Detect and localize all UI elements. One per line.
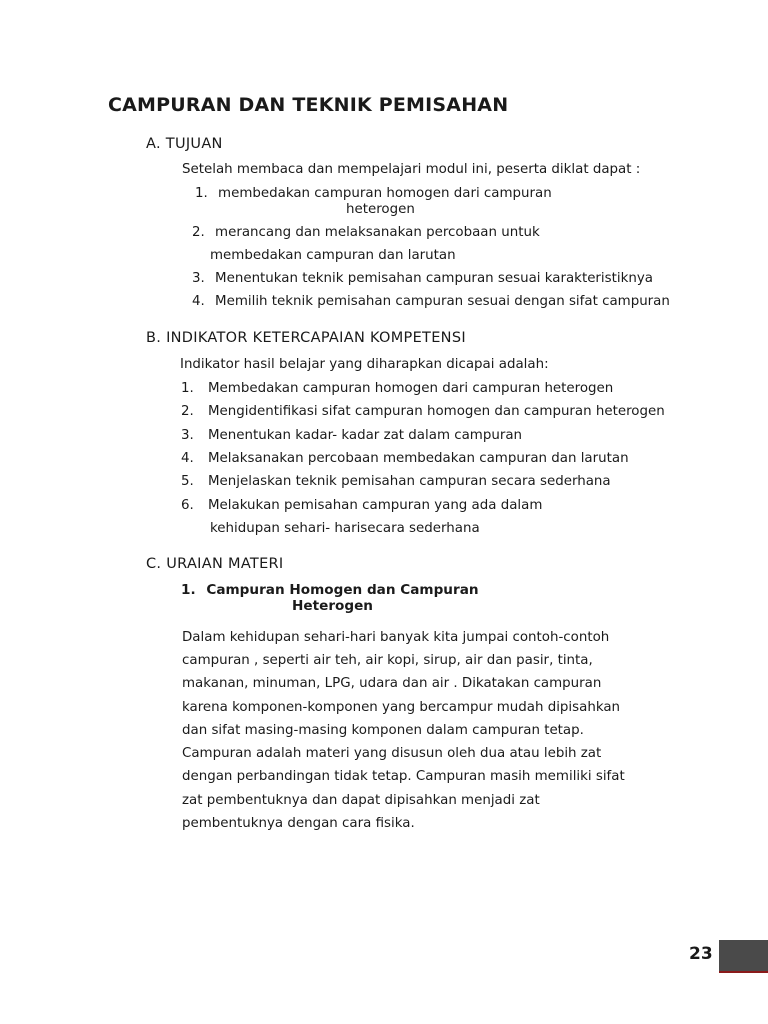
paragraph-line: zat pembentuknya dan dapat dipisahkan menjadi zat: [182, 793, 540, 808]
subsection-title: Campuran Homogen dan Campuran: [206, 582, 479, 598]
list-item-number: 2.: [181, 404, 194, 419]
list-item-number: 3.: [192, 271, 205, 286]
list-item-text: Membedakan campuran homogen dari campuran heterogen: [208, 381, 614, 396]
list-item-text: membedakan campuran homogen dari campuran: [218, 186, 552, 201]
list-item: [181, 451, 629, 466]
page-number: 23: [689, 944, 713, 964]
paragraph-line: campuran , seperti air teh, air kopi, sirup, air dan pasir, tinta,: [182, 653, 593, 668]
paragraph-line: makanan, minuman, LPG, udara dan air . Dikatakan campuran: [182, 676, 602, 691]
list-item-number: 1.: [195, 186, 208, 201]
section-a-intro: Setelah membaca dan mempelajari modul ini, peserta diklat dapat :: [182, 162, 641, 177]
list-item: [195, 186, 552, 201]
paragraph-line: Dalam kehidupan sehari-hari banyak kita jumpai contoh-contoh: [182, 630, 610, 645]
page-number-tab: [719, 940, 768, 973]
list-item-text: Menentukan kadar- kadar zat dalam campuran: [208, 428, 523, 443]
list-item-continuation: membedakan campuran dan larutan: [210, 248, 456, 263]
list-item-text: Menentukan teknik pemisahan campuran sesuai karakteristiknya: [215, 271, 653, 286]
section-b-intro: Indikator hasil belajar yang diharapkan dicapai adalah:: [180, 357, 549, 372]
page-title: CAMPURAN DAN TEKNIK PEMISAHAN: [108, 94, 509, 116]
list-item-text: Mengidentifikasi sifat campuran homogen dan campuran heterogen: [208, 404, 665, 419]
paragraph-line: karena komponen-komponen yang bercampur mudah dipisahkan: [182, 700, 621, 715]
subsection-title-continuation: Heterogen: [292, 598, 373, 614]
list-item: [192, 271, 653, 286]
list-item: [181, 498, 542, 513]
list-item-number: 2.: [192, 225, 205, 240]
list-item: [192, 294, 670, 309]
list-item-number: 4.: [192, 294, 205, 309]
paragraph-line: dengan perbandingan tidak tetap. Campuran masih memiliki sifat: [182, 769, 625, 784]
list-item: [181, 474, 611, 489]
list-item-text: Melaksanakan percobaan membedakan campuran dan larutan: [208, 451, 629, 466]
list-item-number: 5.: [181, 474, 194, 489]
paragraph-line: dan sifat masing-masing komponen dalam campuran tetap.: [182, 723, 584, 738]
list-item-number: 6.: [181, 498, 194, 513]
list-item-continuation: kehidupan sehari- harisecara sederhana: [210, 521, 480, 536]
paragraph-line: Campuran adalah materi yang disusun oleh dua atau lebih zat: [182, 746, 602, 761]
list-item: [181, 381, 613, 396]
section-c-heading: C. URAIAN MATERI: [146, 556, 284, 572]
list-item-number: 4.: [181, 451, 194, 466]
list-item-continuation: heterogen: [346, 202, 415, 217]
list-item: [181, 428, 522, 443]
list-item-text: Melakukan pemisahan campuran yang ada dalam: [208, 498, 543, 513]
section-a-heading: A. TUJUAN: [146, 136, 223, 152]
list-item-text: Menjelaskan teknik pemisahan campuran secara sederhana: [208, 474, 611, 489]
list-item: [192, 225, 540, 240]
list-item-text: merancang dan melaksanakan percobaan untuk: [215, 225, 540, 240]
paragraph-line: pembentuknya dengan cara fisika.: [182, 816, 415, 831]
subsection-heading: [181, 582, 479, 598]
list-item: [181, 404, 665, 419]
subsection-number: 1.: [181, 582, 196, 598]
list-item-number: 3.: [181, 428, 194, 443]
list-item-text: Memilih teknik pemisahan campuran sesuai dengan sifat campuran: [215, 294, 670, 309]
list-item-number: 1.: [181, 381, 194, 396]
section-b-heading: B. INDIKATOR KETERCAPAIAN KOMPETENSI: [146, 330, 466, 346]
